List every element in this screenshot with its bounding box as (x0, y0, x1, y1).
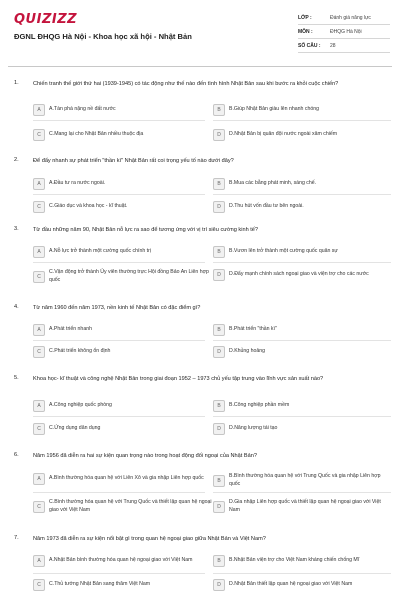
meta-key: SỐ CÂU : (298, 42, 321, 49)
option-letter-badge: A (33, 473, 45, 485)
option-letter-badge: D (213, 269, 225, 281)
option-letter-badge: C (33, 579, 45, 591)
option-d[interactable] (213, 201, 391, 213)
option-c[interactable] (33, 201, 212, 213)
option-letter-badge: C (33, 201, 45, 213)
header-divider (8, 66, 392, 67)
option-c[interactable] (33, 129, 212, 141)
option-letter-badge: C (33, 346, 45, 358)
option-text: B.Bình thường hóa quan hệ với Trung Quốc và gia nhập Liên hợp quốc (229, 473, 381, 487)
question-text: Để đẩy nhanh sự phát triển "thần kì" Nhật Bản rất coi trọng yếu tố nào dưới đây? (33, 158, 234, 164)
question-text: Năm 1956 đã diễn ra hai sự kiện quan trọng nào trong hoạt động đối ngoại của Nhật Bản? (33, 453, 257, 459)
option-text: B.Công nghiệp phần mềm (229, 402, 290, 409)
option-text: A.Nhật Bản bình thường hóa quan hệ ngoại giao với Việt Nam (49, 557, 193, 564)
option-a[interactable] (33, 246, 212, 258)
meta-row-class (298, 11, 390, 25)
question-number: 6. (14, 452, 19, 458)
option-c[interactable] (33, 346, 212, 358)
option-text: A.Công nghiệp quốc phòng (49, 402, 112, 409)
option-letter-badge: A (33, 324, 45, 336)
option-letter-badge: A (33, 178, 45, 190)
option-letter-badge: A (33, 400, 45, 412)
option-a[interactable] (33, 178, 212, 190)
option-divider (33, 492, 205, 493)
option-a[interactable] (33, 104, 212, 116)
option-letter-badge: C (33, 423, 45, 435)
option-text: D.Nhật Bản bị quân đội nước ngoài xâm chiếm (229, 131, 338, 138)
option-text: C.Thủ tướng Nhật Bản sang thăm Việt Nam (49, 581, 151, 588)
option-letter-badge: B (213, 555, 225, 567)
question-number: 3. (14, 226, 19, 232)
option-divider (33, 416, 205, 417)
question-number: 2. (14, 157, 19, 163)
option-c[interactable] (33, 579, 212, 591)
option-text: C.Giáo dục và khoa học - kĩ thuật. (49, 203, 128, 210)
option-letter-badge: C (33, 501, 45, 513)
option-text: A.Đầu tư ra nước ngoài. (49, 180, 106, 187)
option-letter-badge: D (213, 129, 225, 141)
option-b[interactable] (213, 400, 391, 412)
meta-row-question-count (298, 39, 390, 53)
option-text: A.Phát triển nhanh (49, 326, 92, 333)
option-text: B.Mua các bằng phát minh, sáng chế. (229, 180, 317, 187)
option-a[interactable] (33, 324, 212, 336)
option-letter-badge: C (33, 129, 45, 141)
option-d[interactable] (213, 129, 391, 141)
meta-value: 28 (330, 42, 336, 49)
option-text: B.Vươn lên trở thành một cường quốc quân sự (229, 248, 338, 255)
question-text: Từ năm 1960 đến năm 1973, nền kinh tế Nhật Bản có đặc điểm gì? (33, 305, 201, 311)
meta-value: Đánh giá năng lực (330, 14, 371, 21)
option-text: A.Nỗ lực trở thành một cường quốc chính trị (49, 248, 151, 255)
meta-row-subject (298, 25, 390, 39)
option-b[interactable] (213, 324, 391, 336)
option-letter-badge: D (213, 501, 225, 513)
option-a[interactable] (33, 400, 212, 412)
option-divider (33, 194, 205, 195)
option-text: B.Giúp Nhật Bản giàu lên nhanh chóng (229, 106, 319, 113)
option-b[interactable] (213, 178, 391, 190)
option-letter-badge: B (213, 324, 225, 336)
worksheet-meta (298, 11, 390, 53)
option-letter-badge: B (213, 475, 225, 487)
option-b[interactable] (213, 246, 391, 258)
question-text: Chiến tranh thế giới thứ hai (1939-1945) có tác động như thế nào đến tình hình Nhật Bản sau khi bước ra khỏi cuộc chiến? (33, 81, 339, 87)
option-divider (33, 262, 205, 263)
option-d[interactable] (213, 269, 391, 281)
option-c[interactable] (33, 269, 212, 284)
option-divider (33, 120, 205, 121)
option-letter-badge: B (213, 104, 225, 116)
option-d[interactable] (213, 499, 391, 514)
question-text: Từ đầu những năm 90, Nhật Bản nỗ lực ra sao để tương ứng với vị trí siêu cường kinh tế? (33, 227, 259, 233)
option-text: C.Bình thường hóa quan hệ với Trung Quốc và thiết lập quan hệ ngoại giao với Việt Nam (49, 499, 212, 513)
option-b[interactable] (213, 473, 391, 488)
worksheet-title: ĐGNL ĐHQG Hà Nội - Khoa học xã hội - Nhật Bản (14, 32, 192, 41)
question-text: Năm 1973 đã diễn ra sự kiện nổi bật gì trong quan hệ ngoại giao giữa Nhật Bản và Việt Nam? (33, 536, 266, 542)
option-text: C.Phát triển không ổn định (49, 348, 111, 355)
option-c[interactable] (33, 423, 212, 435)
option-letter-badge: D (213, 423, 225, 435)
option-divider (213, 340, 391, 341)
question-number: 4. (14, 304, 19, 310)
meta-value: ĐHQG Hà Nội (330, 28, 362, 35)
option-text: D.Thu hút vốn đầu tư bên ngoài. (229, 203, 304, 210)
option-letter-badge: A (33, 555, 45, 567)
option-text: C.Ứng dụng dân dụng (49, 425, 101, 432)
option-divider (33, 573, 205, 574)
meta-key: MÔN : (298, 28, 313, 35)
worksheet-header (0, 0, 400, 64)
quizizz-logo: QUIZIZZ (14, 12, 78, 27)
option-text: B.Phát triển "thần kì" (229, 326, 277, 333)
option-b[interactable] (213, 104, 391, 116)
option-letter-badge: B (213, 178, 225, 190)
option-text: D.Khủng hoảng (229, 348, 266, 355)
option-letter-badge: D (213, 579, 225, 591)
option-letter-badge: D (213, 201, 225, 213)
option-divider (213, 120, 391, 121)
option-a[interactable] (33, 555, 212, 567)
option-letter-badge: D (213, 346, 225, 358)
option-divider (213, 262, 391, 263)
option-d[interactable] (213, 423, 391, 435)
option-divider (33, 340, 205, 341)
option-letter-badge: B (213, 400, 225, 412)
option-divider (213, 416, 391, 417)
option-letter-badge: C (33, 271, 45, 283)
option-text: D.Gia nhập Liên hợp quốc và thiết lập quan hệ ngoại giao với Việt Nam (229, 499, 381, 513)
option-text: A.Bình thường hóa quan hệ với Liên Xô và gia nhập Liên hợp quốc (49, 475, 204, 482)
question-number: 1. (14, 80, 19, 86)
option-text: D.Nhật Bản thiết lập quan hệ ngoại giao với Việt Nam (229, 581, 353, 588)
question-number: 7. (14, 535, 19, 541)
meta-key: LỚP : (298, 14, 312, 21)
option-b[interactable] (213, 555, 391, 567)
option-divider (213, 194, 391, 195)
option-text: D.Năng lượng tái tạo (229, 425, 278, 432)
option-d[interactable] (213, 579, 391, 591)
option-letter-badge: B (213, 246, 225, 258)
question-number: 5. (14, 375, 19, 381)
option-text: A.Tàn phá nặng nề đất nước (49, 106, 116, 113)
question-text: Khoa học- kĩ thuật và công nghệ Nhật Bản trong giai đoạn 1952 – 1973 chủ yếu tập trung vào lĩnh vực sản xuất nào? (33, 376, 324, 382)
option-letter-badge: A (33, 246, 45, 258)
option-divider (213, 492, 391, 493)
option-divider (213, 573, 391, 574)
option-d[interactable] (213, 346, 391, 358)
option-text: D.Đẩy mạnh chính sách ngoại giao và viện trợ cho các nước (229, 271, 369, 278)
option-c[interactable] (33, 499, 212, 514)
option-text: C.Mang lại cho Nhật Bản nhiều thuộc địa (49, 131, 144, 138)
option-letter-badge: A (33, 104, 45, 116)
option-a[interactable] (33, 473, 212, 485)
option-text: B.Nhật Bản viện trợ cho Việt Nam kháng chiến chống Mĩ (229, 557, 360, 564)
option-text: C.Vận động trở thành Ủy viên thường trực Hội đồng Bảo An Liên hợp quốc (49, 269, 209, 283)
